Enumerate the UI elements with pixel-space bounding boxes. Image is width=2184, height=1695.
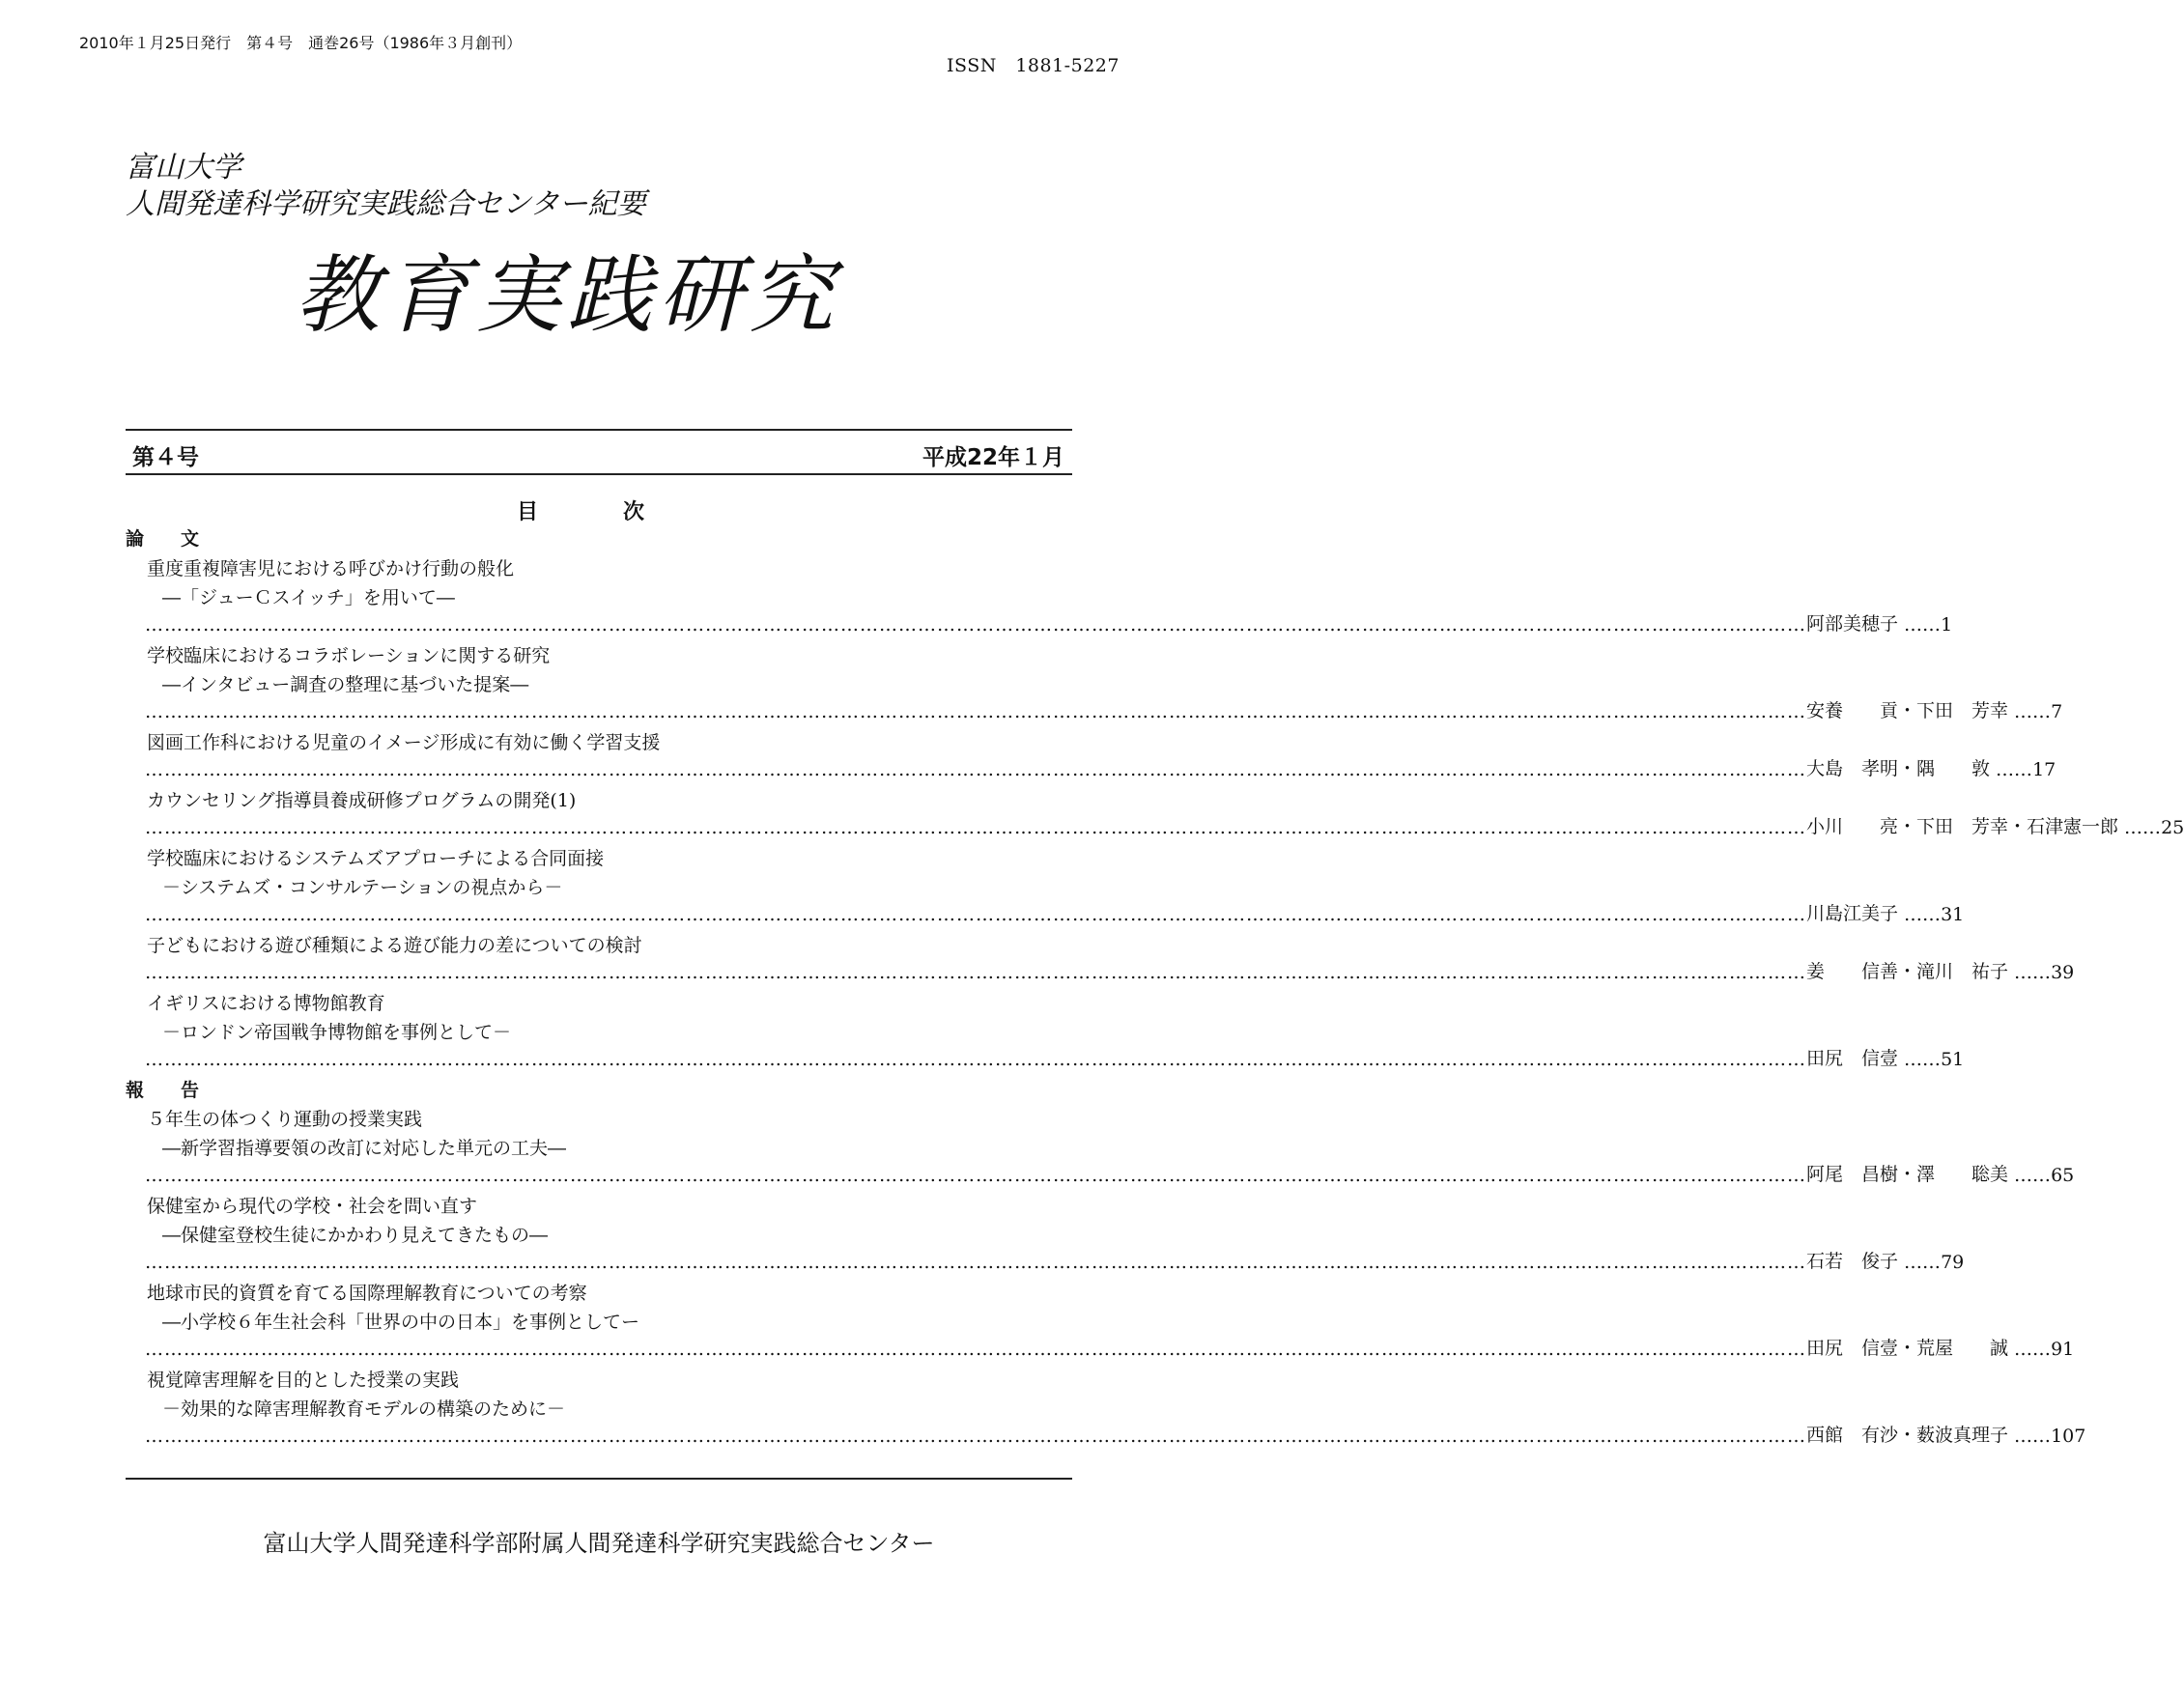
toc-entry-leader: …………………………………………………………………………………………………………………………………………………………………………………………………………………………………… 西館 有沙・薮波真理子 …… 107: [145, 1422, 1074, 1447]
toc-title: 目 次: [517, 500, 645, 524]
toc-entry-subtitle: －システムズ・コンサルテーションの視点から－: [162, 877, 563, 898]
toc-entry-subtitle: ―小学校６年生社会科「世界の中の日本」を事例としてー: [162, 1312, 640, 1333]
toc-entry-subtitle: －ロンドン帝国戦争博物館を事例として－: [162, 1022, 512, 1043]
toc-entry-title: 子どもにおける遊び種類による遊び能力の差についての検討: [147, 935, 642, 956]
toc-entry-page-leader: ……: [2008, 701, 2052, 722]
journal-title: 教育実践研究: [295, 245, 840, 345]
toc-entry-leader: …………………………………………………………………………………………………………………………………………………………………………………………………………………………………… 田尻 信壹・荒屋 誠 …… 91: [145, 1335, 1074, 1360]
toc-entry-authors: 姜 信善・滝川 祐子: [1806, 961, 2009, 982]
toc-entry-subtitle: －効果的な障害理解教育モデルの構築のために－: [162, 1398, 566, 1420]
toc-entry-title: カウンセリング指導員養成研修プログラムの開発(1): [147, 790, 577, 811]
issue-number: 第４号: [132, 445, 199, 470]
toc-entry-authors: 田尻 信壹: [1806, 1048, 1899, 1069]
toc-entry-leader: …………………………………………………………………………………………………………………………………………………………………………………………………………………………………… 大島 孝明・隅 敦 …… 17: [145, 755, 1074, 780]
toc-entry-page-leader: ……: [1898, 1049, 1942, 1070]
toc-entry-page-leader: ……: [1990, 759, 2033, 780]
toc-entry-authors: 安養 貢・下田 芳幸: [1806, 700, 2009, 721]
toc-entry-page: 31: [1941, 904, 1965, 925]
toc-entry-authors: 石若 俊子: [1806, 1251, 1899, 1272]
toc-entry-authors: 西館 有沙・薮波真理子: [1806, 1425, 2009, 1446]
toc-entry-title: 図画工作科における児童のイメージ形成に有効に働く学習支援: [147, 732, 661, 753]
toc-entry-subtitle: ―「ジューＣスイッチ」を用いて―: [162, 587, 455, 608]
toc-entry-leader: …………………………………………………………………………………………………………………………………………………………………………………………………………………………………… 姜 信善・滝川 祐子 …… 39: [145, 958, 1074, 983]
toc-entry-authors: 阿尾 昌樹・澤 聡美: [1806, 1164, 2009, 1185]
toc-entry-page-leader: ……: [2008, 962, 2052, 983]
toc-entry-page-leader: ……: [1898, 614, 1942, 636]
toc-entry-subtitle: ―インタビュー調査の整理に基づいた提案―: [162, 674, 529, 695]
toc-entry-page: 39: [2051, 962, 2075, 983]
bottom-rule: [126, 1478, 1072, 1480]
publication-info: 2010年１月25日発行 第４号 通巻26号（1986年３月創刊）: [79, 34, 523, 52]
toc-entry-title: 学校臨床におけるシステムズアプローチによる合同面接: [147, 848, 605, 869]
toc-entry-leader: …………………………………………………………………………………………………………………………………………………………………………………………………………………………………… 田尻 信壹 …… 51: [145, 1045, 1074, 1070]
toc-entry-subtitle: ―保健室登校生徒にかかわり見えてきたもの―: [162, 1225, 549, 1246]
center-bulletin-name: 人間発達科学研究実践総合センター紀要: [126, 187, 646, 221]
toc-entry-page: 51: [1941, 1049, 1965, 1070]
toc-entry-page-leader: ……: [2008, 1426, 2052, 1447]
toc-entry-page-leader: ……: [2118, 817, 2162, 838]
issue-bar-rule: [126, 473, 1072, 475]
toc-entry-authors: 阿部美穂子: [1806, 613, 1899, 635]
toc-entry-leader: …………………………………………………………………………………………………………………………………………………………………………………………………………………………………… 安養 貢・下田 芳幸 …… 7: [145, 697, 1074, 722]
toc-entry-page: 91: [2051, 1339, 2075, 1360]
toc-entry-title: 地球市民的資質を育てる国際理解教育についての考察: [147, 1283, 587, 1304]
toc-entry-page: 25: [2161, 817, 2184, 838]
toc-entry-page: 65: [2051, 1165, 2075, 1186]
issue-date: 平成22年１月: [922, 445, 1064, 470]
toc-entry-subtitle: ―新学習指導要領の改訂に対応した単元の工夫―: [162, 1138, 567, 1159]
publisher-name: 富山大学人間発達科学部附属人間発達科学研究実践総合センター: [263, 1530, 935, 1557]
toc-entry-page: 107: [2051, 1426, 2086, 1447]
toc-entry-authors: 大島 孝明・隅 敦: [1806, 758, 1991, 779]
toc-entry-leader: …………………………………………………………………………………………………………………………………………………………………………………………………………………………………… 石若 俊子 …… 79: [145, 1248, 1074, 1273]
section-reports: 報 告: [126, 1080, 200, 1101]
toc-entry-title: ５年生の体つくり運動の授業実践: [147, 1109, 423, 1130]
toc-entry-leader: …………………………………………………………………………………………………………………………………………………………………………………………………………………………………… 阿部美穂子 …… 1: [145, 610, 1074, 636]
toc-entry-page-leader: ……: [1898, 1252, 1942, 1273]
toc-entry-title: 視覚障害理解を目的とした授業の実践: [147, 1370, 460, 1391]
toc-entry-page: 7: [2051, 701, 2063, 722]
toc-entry-page-leader: ……: [2008, 1339, 2052, 1360]
toc-entry-title: イギリスにおける博物館教育: [147, 993, 385, 1014]
university-name: 富山大学: [126, 151, 241, 184]
toc-entry-leader: …………………………………………………………………………………………………………………………………………………………………………………………………………………………………… 小川 亮・下田 芳幸・石津憲一郎 …… 25: [145, 813, 1074, 838]
issn-number: ISSN 1881-5227: [947, 55, 1120, 76]
toc-entry-title: 学校臨床におけるコラボレーションに関する研究: [147, 645, 551, 666]
section-papers: 論 文: [126, 528, 200, 550]
top-rule: [126, 429, 1072, 431]
toc-entry-leader: …………………………………………………………………………………………………………………………………………………………………………………………………………………………………… 阿尾 昌樹・澤 聡美 …… 65: [145, 1161, 1074, 1186]
toc-entry-authors: 小川 亮・下田 芳幸・石津憲一郎: [1806, 816, 2119, 837]
toc-entry-page-leader: ……: [1898, 904, 1942, 925]
toc-entry-leader: …………………………………………………………………………………………………………………………………………………………………………………………………………………………………… 川島江美子 …… 31: [145, 900, 1074, 925]
toc-entry-title: 重度重複障害児における呼びかけ行動の般化: [147, 558, 515, 579]
toc-entry-authors: 川島江美子: [1806, 903, 1899, 924]
toc-entry-page: 17: [2032, 759, 2056, 780]
toc-entry-page: 1: [1941, 614, 1953, 636]
toc-entry-page-leader: ……: [2008, 1165, 2052, 1186]
toc-entry-authors: 田尻 信壹・荒屋 誠: [1806, 1338, 2009, 1359]
toc-entry-title: 保健室から現代の学校・社会を問い直す: [147, 1196, 478, 1217]
toc-entry-page: 79: [1941, 1252, 1965, 1273]
